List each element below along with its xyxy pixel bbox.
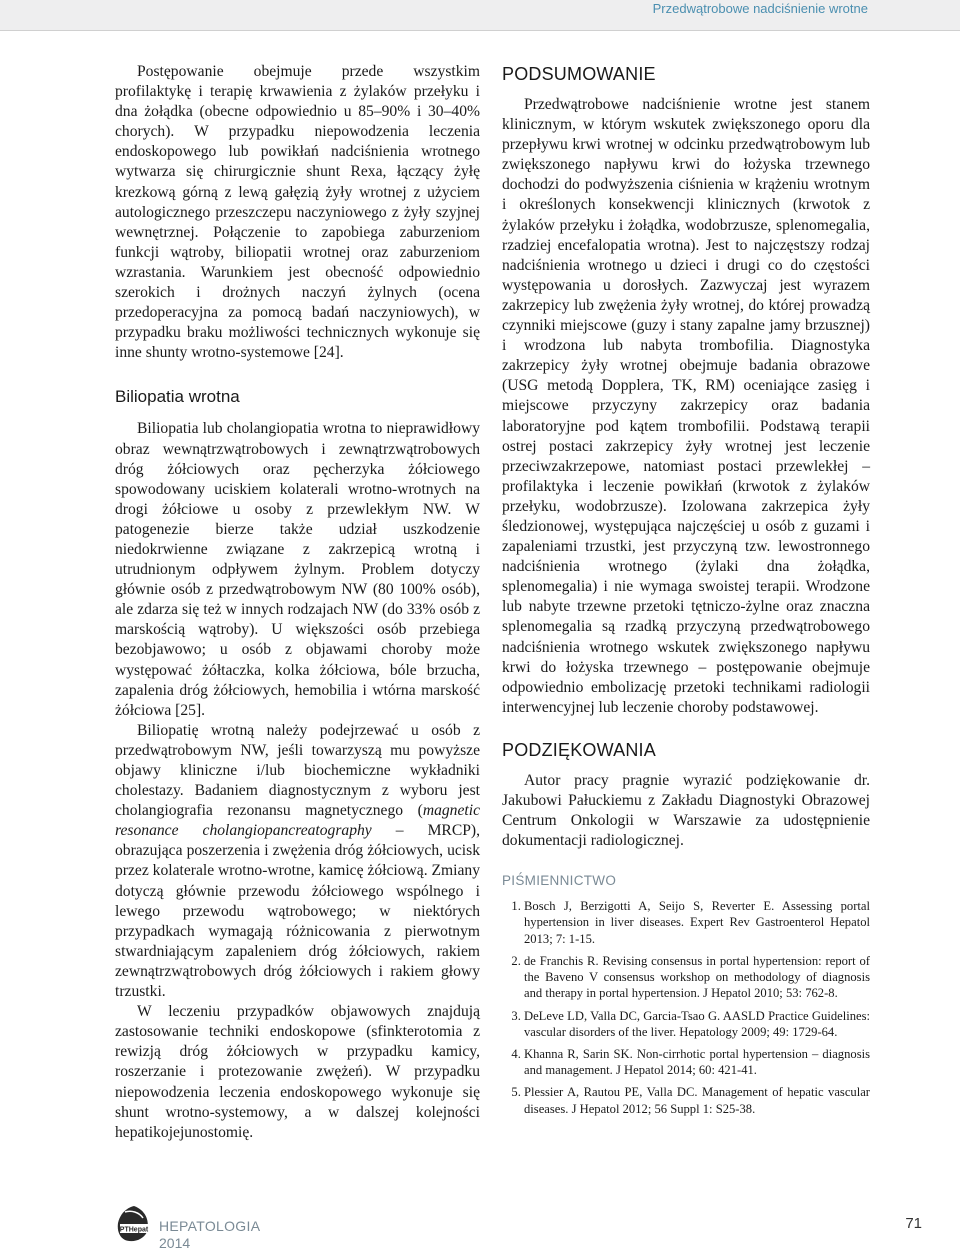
left-column <box>115 62 480 1143</box>
logo-text: PTHepat <box>119 1226 149 1234</box>
section-heading-acknowledgements: PODZIĘKOWANIA <box>502 739 656 760</box>
reference-item: 5. Plessier A, Rautou PE, Valla DC. Management of hepatic vascular diseases. J Hepatol 2012; 56 Suppl 1: S25-38. <box>524 1084 870 1116</box>
text-part: Biliopatię wrotną należy podejrzewać u osób z przedwątrobowym NW, jeśli towarzyszą mu powyższe objawy kliniczne i/lub biochemiczne wykładniki cholestazy. Badaniem diagnostycznym z wyboru jest cholangiografia rezonansu magnetycznego ( <box>115 721 480 820</box>
paragraph-treatment: Postępowanie obejmuje przede wszystkim profilaktykę i terapię krwawienia z żylaków przełyku i dna żołądka (obecne odpowiednio u 85–90% i 30–40% chorych). W przypadku niepowodzenia leczenia endoskopowego lub powikłań nadciśnienia wrotnego wytwarza się chirurgicznie shunt Rexa, łączący żyłę krezkową górną z lewą gałęzią żyły wrotnej z użyciem autologicznego przeszczepu naczyniowego z żyły szyjnej wewnętrznej. Połączenie to zapobiega zaburzeniom funkcji wątroby, biliopatii wrotnej oraz zaburzeniom wzrastania. Warunkiem jest obecność odpowiednio szerokich i drożnych naczyń żylnych (ocena przedoperacyjna za pomocą badań naczyniowych), w przypadku braku możliwości technicznych wykonuje się inne shunty wrotno-systemowe [24]. <box>115 63 480 362</box>
paragraph-biliopatia-treatment: W leczeniu przypadków objawowych znajdują zastosowanie techniki endoskopowe (sfinkterotomia z rewizją dróg żółciowych w przypadku kamicy, roszerzanie i protezowanie zwężeń). W przypadku niepowodzenia leczenia endoskopowego wykonuje się shunt wrotno-systemowy, a w dalszej kolejności hepatikojejunostomię. <box>115 1003 480 1141</box>
journal-name: HEPATOLOGIA <box>159 1218 261 1234</box>
journal-year: 2014 <box>159 1235 191 1251</box>
reference-item: 2. de Franchis R. Revising consensus in portal hypertension: report of the Baveno V consensus workshop on methodology of diagnosis and therapy in portal hypertension. J Hepatol 2010; 53: 762-8. <box>524 953 870 1002</box>
paragraph-biliopatia-definition: Biliopatia lub cholangiopatia wrotna to nieprawidłowy obraz wewnątrzwątrobowych i zewnątrzwątrobowych dróg żółciowych oraz pęcherzyka żółciowego spowodowany uciskiem kolaterali wrotno-wrotnych na drogi żółciowe u osoby z przewlekłym NW. W patogenezie bierze także udział uszkodzenie niedokrwienne związane z zakrzepicą wrotną i utrudnionym odpływem żylnym. Problem dotyczy głównie osób z przedwątrobowym NW (80 100% osób), ale zdarza się też w innych rodzajach NW (do 33% osób z marskością wątroby). U większości osób przebiega bezobjawowo; u osób z objawami choroby może występować żółtaczka, kolka żółciowa, bóle brzucha, zapalenia dróg żółciowych, hemobilia i wtórna marskość żółciowa [25]. <box>115 420 480 719</box>
reference-item: 4. Khanna R, Sarin SK. Non-cirrhotic portal hypertension – diagnosis and management. J Hepatol 2014; 60: 421-41. <box>524 1046 870 1078</box>
section-heading-biliopatia: Biliopatia wrotna <box>115 387 240 407</box>
paragraph-summary: Przedwątrobowe nadciśnienie wrotne jest stanem klinicznym, w którym wskutek zwiększonego oporu dla przepływu krwi wrotnej w odcinku przedwątrobowym lub zwiększonego napływu krwi do łożyska trzewnego dochodzi do podwyższenia ciśnienia w krążeniu wrotnym i określonych konsekwencji klinicznych (krwotok z żylaków przełyku i żołądka, wodobrzusze, splenomegalia, rzadziej encefalopatia wrotna). Jest to najczęstszy rodzaj nadciśnienia wrotnego u dzieci i drugi co do częstości występowania u dorosłych. Zazwyczaj jest wyrazem zakrzepicy lub zwężenia żyły wrotnej, do której prowadzą czynniki miejscowe (guzy i stany zapalne jamy brzusznej) i wrodzona lub nabyta trombofilia. Diagnostyka zakrzepicy żyły wrotnej obejmuje badania obrazowe (USG metodą Dopplera, TK, RM) oceniające zasięg i miejscowe przyczyny zakrzepicy oraz badania laboratoryjne pod kątem trombofilii. Podstawą terapii ostrej postaci zakrzepicy żyły wrotnej jest leczenie przeciwzakrzepowe, natomiast postaci przewlekłej – profilaktyka i leczenie powikłań (krwotok z żylaków przełyku, wodobrzusze). Izolowana zakrzepica żyły śledzionowej, występująca najczęściej u osób z guzami i zapaleniami trzustki, jest przyczyną tzw. lewostronnego nadciśnienia wrotnego (żylaki dna żołądka, splenomegalia) i nie wymaga swoistej terapii. Wrodzone lub nabyte trzewne przetoki tętniczo-żylne oraz znaczna splenomegalia są rzadką przyczyną przedwątrobowego nadciśnienia wrotnego wskutek zwiększonego napływu krwi do łożyska trzewnego – postępowanie obejmuje odpowiednio embolizację przetoki technikami radiologii interwencyjnej lub leczenie choroby podstawowej. <box>502 96 870 716</box>
page-number: 71 <box>905 1215 922 1232</box>
reference-item: 1. Bosch J, Berzigotti A, Seijo S, Reverter E. Assessing portal hypertension in liver diseases. Expert Rev Gastroenterol Hepatol 2013; 7: 1-15. <box>524 898 870 947</box>
reference-list <box>502 898 870 1116</box>
text-part: – MRCP), obrazująca poszerzenia i zwężenia dróg żółciowych, ucisk przez kolaterale wrotno-wrotne, kamicę żółciową. Zmiany dotyczą głównie przewodu żółciowego wspólnego i lewego przewodu wątrobowego; w niektórych przypadkach wymagają różnicowania z pierwotnym stwardniającym zapaleniem dróg żółciowych, rakiem zewnątrzwątrobowych dróg żółciowych i rakiem głowy trzustki. <box>115 822 480 1001</box>
paragraph-biliopatia-diagnosis <box>115 721 480 1002</box>
reference-item: 3. DeLeve LD, Valla DC, Garcia-Tsao G. AASLD Practice Guidelines: vascular disorders of the liver. Hepatology 2009; 49: 1729-64. <box>524 1008 870 1040</box>
right-column <box>502 62 870 1123</box>
italic-term: magnetic resonance cholangiopancreatography <box>115 802 480 840</box>
section-heading-references: PIŚMIENNICTWO <box>502 873 617 889</box>
running-title: Przedwątrobowe nadciśnienie wrotne <box>652 1 868 16</box>
paragraph-acknowledgements: Autor pracy pragnie wyrazić podziękowanie dr. Jakubowi Pałuckiemu z Zakładu Diagnostyki Obrazowej Centrum Onkologii w Warszawie za udostępnienie dokumentacji radiologicznej. <box>502 771 870 850</box>
pthepat-logo-icon <box>115 1204 153 1244</box>
section-heading-summary: PODSUMOWANIE <box>502 64 656 84</box>
